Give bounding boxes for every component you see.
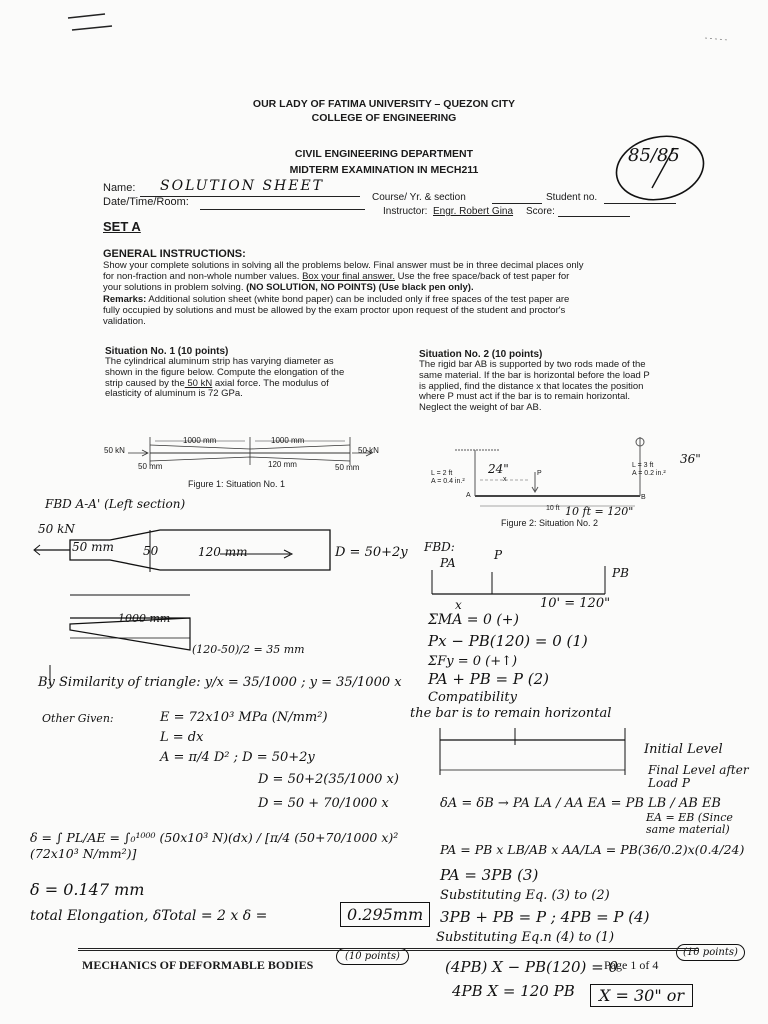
hw-p: P (494, 548, 503, 562)
hw-eq5: (4PB) X − PB(120) = 0 (445, 958, 619, 976)
hw-fbd-title: FBD A-A' (Left section) (45, 497, 186, 511)
hw-other-given: Other Given: (42, 712, 114, 725)
hw-eq2: PA + PB = P (2) (428, 670, 549, 688)
hw-eq3: PA = 3PB (3) (440, 866, 539, 884)
hw-compat: Compatibility (428, 690, 517, 705)
hw-eq1: Px − PB(120) = 0 (1) (428, 632, 588, 650)
hw-eq4: 3PB + PB = P ; 4PB = P (4) (440, 908, 650, 926)
fig1-length-a: 1000 mm (183, 436, 217, 445)
hw-points-1: (10 points) (336, 948, 409, 965)
exam-title: MIDTERM EXAMINATION IN MECH211 (289, 164, 479, 176)
hw-answer-2: X = 30" or (590, 984, 693, 1007)
hw-fbd-right: FBD: (424, 540, 455, 554)
course-label: Course/ Yr. & section (372, 192, 466, 203)
hw-24: 24" (488, 462, 509, 476)
handwritten-left-sketch (30, 500, 430, 700)
fig2-x: x (503, 476, 507, 483)
fig1-dia-b: 50 mm (335, 463, 360, 472)
hw-10ft: 10' = 120" (540, 596, 611, 611)
hw-delta: δ = 0.147 mm (30, 880, 145, 899)
hw-1000: 1000 mm (118, 612, 171, 625)
hw-d-sub1: D = 50+2(35/1000 x) (258, 772, 399, 787)
hw-answer-1: 0.295mm (340, 902, 430, 927)
student-label: Student no. (546, 192, 598, 203)
hw-compat-eq: δA = δB → PA LA / AA EA = PB LB / AB EB (440, 796, 721, 811)
fig2-left-rod: L = 2 ft A = 0.4 in.² (431, 470, 465, 485)
college-name: COLLEGE OF ENGINEERING (311, 112, 457, 124)
hw-x: x (455, 598, 462, 612)
fig2-p: P (537, 470, 542, 477)
hw-initial: Initial Level (644, 742, 723, 757)
score-handwritten: 85/85 (628, 145, 680, 166)
fig1-load-left: 50 kN (104, 446, 125, 455)
hw-span120: 10 ft = 120" (565, 505, 634, 518)
hw-points-2: (10 points) (676, 944, 745, 961)
footer-rule (78, 948, 698, 954)
hw-d-expr: D = 50+2y (335, 545, 408, 560)
hw-35mm: (120-50)/2 = 35 mm (192, 643, 305, 656)
hw-similarity: By Similarity of triangle: y/x = 35/1000 ; y = 35/1000 x (38, 675, 402, 690)
fig1-caption: Figure 1: Situation No. 1 (188, 479, 286, 489)
hw-total: total Elongation, δTotal = 2 x δ = (30, 908, 268, 924)
hw-sum-ma: ΣMA = 0 (+) (428, 612, 519, 628)
footer-course: MECHANICS OF DEFORMABLE BODIES (82, 958, 314, 972)
hw-dia50b: 50 (143, 544, 159, 558)
date-label: Date/Time/Room: (103, 196, 189, 208)
hw-integral: δ = ∫ PL/AE = ∫₀¹⁰⁰⁰ (50x10³ N)(dx) / [π/4 (50+70/1000 x)² (72x10³ N/mm²)] (30, 830, 399, 861)
hw-pa: PA (440, 556, 456, 570)
hw-sub-3-2: Substituting Eq. (3) to (2) (440, 888, 610, 903)
fig2-right-rod: L = 3 ft A = 0.2 in.² (632, 462, 666, 477)
hw-e-value: E = 72x10³ MPa (N/mm²) (160, 710, 328, 725)
figure-1-diagram (100, 425, 400, 485)
set-label: SET A (103, 219, 141, 234)
hw-load: 50 kN (38, 522, 75, 536)
hw-d-sub2: D = 50 + 70/1000 x (258, 796, 389, 811)
university-name: OUR LADY OF FATIMA UNIVERSITY – QUEZON CITY (252, 98, 516, 110)
hw-dia120: 120 mm (198, 545, 248, 559)
situation-2: Situation No. 2 (10 points) The rigid bar AB is supported by two rods made of the same material. If the bar is horizontal before the load P is applied, find the distance x that locates the position where P must act if the bar is to remain horizontal. Neglect the weight of bar AB. (419, 349, 650, 414)
hw-remain: the bar is to remain horizontal (410, 706, 612, 721)
hw-dia50: 50 mm (72, 540, 114, 554)
fig1-dia-a: 50 mm (138, 462, 163, 471)
hw-eq6: 4PB X = 120 PB (452, 982, 575, 1000)
hw-l-value: L = dx (160, 730, 204, 745)
score-circle (612, 132, 712, 202)
fig2-caption: Figure 2: Situation No. 2 (501, 518, 599, 528)
instructions-title: GENERAL INSTRUCTIONS: (103, 248, 246, 260)
name-label: Name: (103, 182, 136, 194)
instructor-name: Engr. Robert Gina (433, 206, 514, 217)
hw-pa-expr: PA = PB x LB/AB x AA/LA = PB(36/0.2)x(0.4/24) (440, 842, 745, 857)
fig2-span: 10 ft (546, 505, 560, 512)
situation-1: Situation No. 1 (10 points) The cylindrical aluminum strip has varying diameter as shown in the figure below. Compute the elongation of the strip caused by the 50 kN axial force. The modulus of elasticity of aluminum is 72 GPa. (105, 346, 345, 400)
fig1-dia-mid: 120 mm (268, 460, 297, 469)
hw-sub-4-1: Substituting Eq.n (4) to (1) (436, 930, 615, 945)
fig1-load-right: 50 kN (358, 446, 379, 455)
score-label: Score: (526, 206, 555, 217)
fig1-length-b: 1000 mm (271, 436, 305, 445)
fig2-b: B (641, 494, 646, 501)
hw-sum-fy: ΣFy = 0 (+↑) (428, 654, 518, 669)
hw-area: A = π/4 D² ; D = 50+2y (160, 750, 315, 765)
instructions-text: Show your complete solutions in solving all the problems below. Final answer must be in three decimal places only for non-fraction and non-whole number values. Box your final answer. Use the free space/back of test paper for your solutions in problem solving. (NO SOLUTION, NO POINTS) (Use black pen only). Remarks: Additional solution sheet (white bond paper) can be included only if free spaces of the test paper are fully occupied by solutions and must be allowed by the exam proctor upon request of the student and proctor's validation. (103, 260, 584, 328)
hw-36: 36" (680, 452, 701, 466)
footer-page: Page 1 of 4 (604, 958, 659, 972)
fig2-a: A (466, 492, 471, 499)
hw-pb: PB (612, 566, 629, 580)
name-value: SOLUTION SHEET (160, 178, 325, 194)
department-name: CIVIL ENGINEERING DEPARTMENT (294, 148, 474, 160)
hw-final: Final Level after Load P (648, 763, 749, 790)
hw-same-material: EA = EB (Since same material) (646, 811, 733, 836)
instructor-label: Instructor: (383, 206, 428, 217)
